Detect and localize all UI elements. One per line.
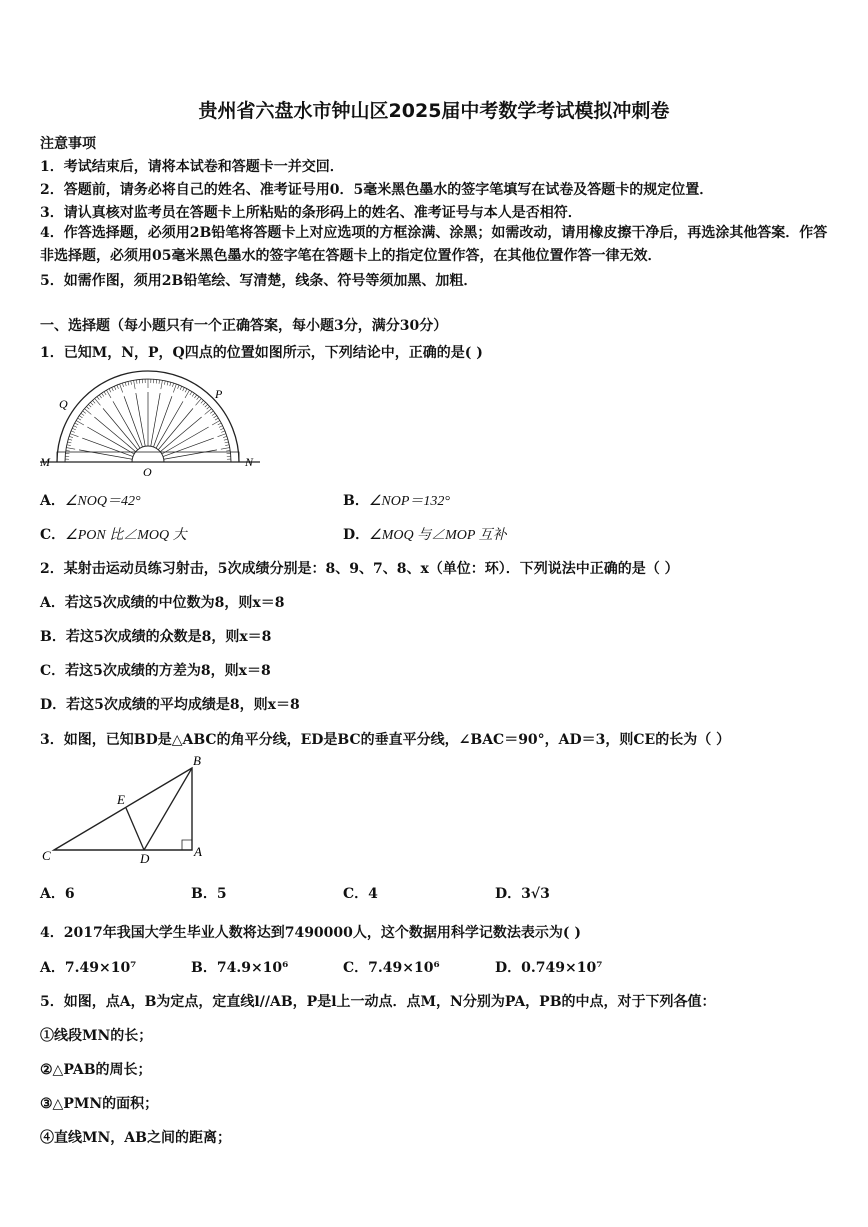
option-letter: B． (343, 493, 369, 509)
option-text: 4 (368, 886, 378, 902)
option-c[interactable]: C．若这5次成绩的方差为8，则x＝8 (40, 663, 271, 679)
question-stem: 1．已知M，N，P，Q四点的位置如图所示，下列结论中，正确的是( ) (40, 345, 483, 361)
question-stem: 4．2017年我国大学生毕业人数将达到7490000人，这个数据用科学记数法表示为( ) (40, 925, 582, 941)
label-B: B (193, 753, 201, 768)
option-d[interactable]: D．若这5次成绩的平均成绩是8，则x＝8 (40, 697, 300, 713)
option-letter: C． (343, 960, 369, 976)
label-Q: Q (59, 397, 68, 411)
option-letter: D． (495, 886, 522, 902)
list-item: ①线段MN的长； (40, 1028, 153, 1044)
option-text: 6 (64, 886, 75, 902)
label-M: M (40, 455, 50, 469)
option-b[interactable]: B．若这5次成绩的众数是8，则x＝8 (40, 629, 272, 645)
notice-item: 5．如需作图，须用2B铅笔绘、写清楚，线条、符号等须加黑、加粗． (40, 273, 478, 289)
notice-heading: 注意事项 (40, 136, 96, 152)
label-N: N (245, 455, 254, 469)
option-text: 5 (216, 886, 227, 902)
option-text: 3√3 (521, 886, 550, 902)
label-O: O (143, 465, 152, 478)
option-letter: D． (343, 527, 370, 543)
notice-item: 4．作答选择题，必须用2B铅笔将答题卡上对应选项的方框涂满、涂黑；如需改动，请用橡皮擦干净后，再选涂其他答案．作答非选择题，必须用05毫米黑色墨水的签字笔在答题卡上的指定位置作答，在其他位置作答一律无效． (40, 225, 828, 264)
option-c[interactable] (40, 524, 187, 544)
option-letter: C． (343, 886, 369, 902)
question-stem: 3．如图，已知BD是△ABC的角平分线，ED是BC的垂直平分线，∠BAC＝90°，AD＝3，则CE的长为（ ） (40, 732, 731, 748)
option-c[interactable] (343, 883, 378, 903)
option-a[interactable]: A．若这5次成绩的中位数为8，则x＝8 (40, 595, 285, 611)
option-text: ∠MOQ 与∠MOP 互补 (369, 528, 507, 543)
list-item: ②△PAB的周长； (40, 1062, 152, 1078)
option-b[interactable] (343, 490, 450, 510)
option-letter: A． (40, 493, 65, 509)
option-letter: B． (191, 886, 217, 902)
option-text: 7.49×10⁷ (64, 960, 137, 976)
option-b[interactable] (191, 957, 288, 977)
label-A: A (194, 844, 202, 859)
option-text: 7.49×10⁶ (368, 960, 440, 976)
option-d[interactable] (343, 524, 507, 544)
page-title: 贵州省六盘水市钟山区2025届中考数学考试模拟冲刺卷 (198, 100, 670, 122)
option-letter: A． (40, 960, 65, 976)
option-b[interactable] (191, 883, 227, 903)
option-letter: B． (191, 960, 217, 976)
protractor-figure (40, 370, 265, 478)
section-heading: 一、选择题（每小题只有一个正确答案，每小题3分，满分30分） (40, 318, 448, 334)
option-letter: C． (40, 527, 66, 543)
option-c[interactable] (343, 957, 440, 977)
option-text: ∠NOP＝132° (368, 494, 450, 509)
option-d[interactable] (495, 883, 550, 903)
label-D: D (140, 851, 150, 866)
triangle-figure (40, 752, 220, 870)
option-a[interactable] (40, 957, 136, 977)
notice-item: 2．答题前，请务必将自己的姓名、准考证号用0．5毫米黑色墨水的签字笔填写在试卷及答题卡的规定位置． (40, 182, 714, 198)
notice-item: 1．考试结束后，请将本试卷和答题卡一并交回． (40, 159, 344, 175)
option-letter: A． (40, 886, 65, 902)
option-a[interactable] (40, 883, 75, 903)
option-text: ∠PON 比∠MOQ 大 (65, 528, 187, 543)
list-item: ③△PMN的面积； (40, 1096, 159, 1112)
label-C: C (42, 848, 51, 863)
question-stem: 2．某射击运动员练习射击，5次成绩分别是：8、9、7、8、x（单位：环）．下列说法中正确的是（ ） (40, 561, 679, 577)
label-P: P (215, 387, 223, 401)
option-a[interactable] (40, 490, 141, 510)
question-stem: 5．如图，点A，B为定点，定直线l//AB，P是l上一动点．点M，N分别为PA，PB的中点，对于下列各值： (40, 994, 716, 1010)
notice-item: 3．请认真核对监考员在答题卡上所粘贴的条形码上的姓名、准考证号与本人是否相符． (40, 205, 582, 221)
option-text: ∠NOQ＝42° (64, 494, 141, 509)
option-text: 74.9×10⁶ (216, 960, 289, 976)
list-item: ④直线MN，AB之间的距离； (40, 1130, 231, 1146)
label-E: E (117, 792, 125, 807)
option-d[interactable] (495, 957, 602, 977)
option-text: 0.749×10⁷ (521, 960, 603, 976)
option-letter: D． (495, 960, 522, 976)
